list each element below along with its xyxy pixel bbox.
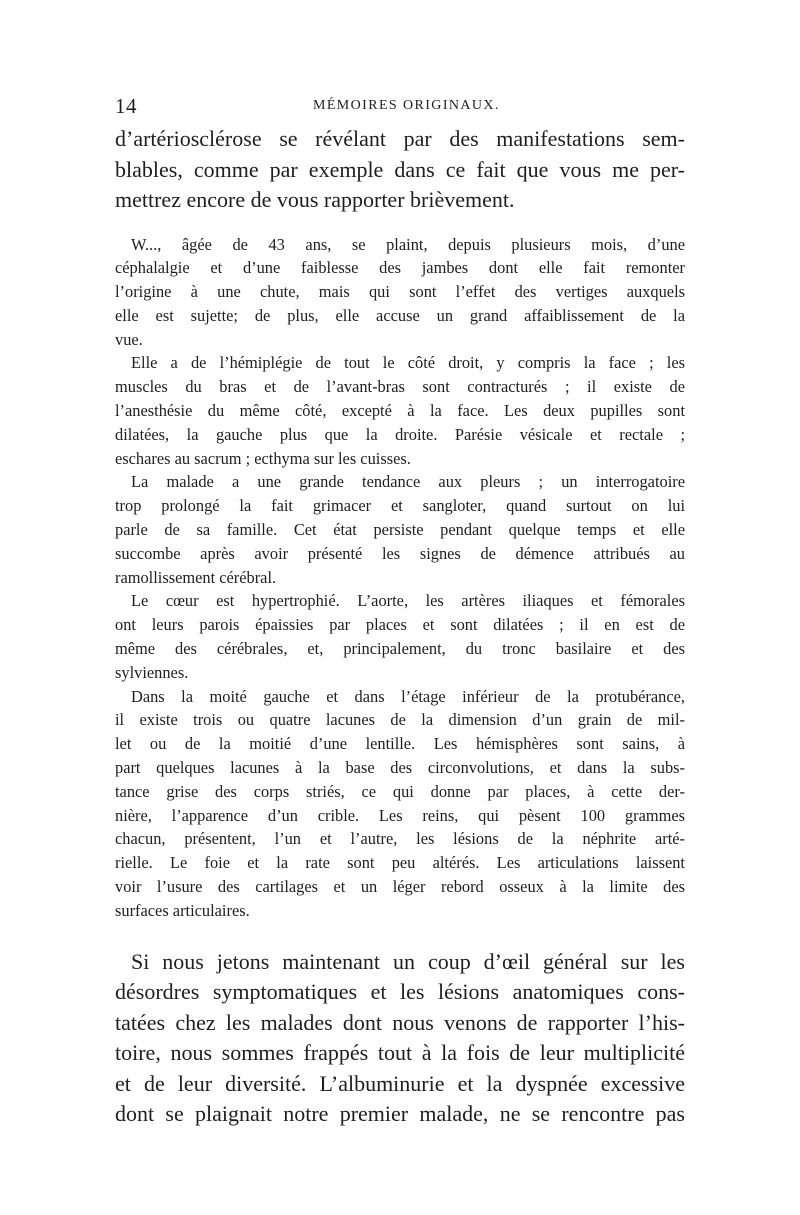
text-line: nière, l’apparence d’un crible. Les reins, qui pèsent 100 grammes	[115, 805, 685, 825]
intro-paragraph	[115, 124, 685, 216]
text-line: tance grise des corps striés, ce qui donne par places, à cette der-	[115, 781, 685, 801]
case-report	[115, 233, 685, 923]
text-line: La malade a une grande tendance aux pleurs ; un interrogatoire	[131, 472, 685, 492]
text-line: trop prolongé la fait grimacer et sangloter, quand surtout on lui	[115, 496, 685, 516]
text-line: voir l’usure des cartilages et un léger rebord osseux à la limite des	[115, 877, 685, 897]
text-line: sylviennes.	[115, 662, 189, 682]
text-line: céphalalgie et d’une faiblesse des jambes dont elle fait remonter	[115, 258, 685, 278]
case-paragraph-5	[115, 685, 685, 923]
text-line: Le cœur est hypertrophié. L’aorte, les artères iliaques et fémorales	[131, 591, 685, 611]
text-line: mettrez encore de vous rapporter brièvement.	[115, 187, 515, 212]
page-number: 14	[115, 94, 137, 118]
book-page	[115, 92, 685, 1130]
text-line: parle de sa famille. Cet état persiste pendant quelque temps et elle	[115, 520, 685, 540]
text-line: chacun, présentent, l’un et l’autre, les lésions de la néphrite arté-	[115, 829, 685, 849]
text-line: l’anesthésie du même côté, excepté à la face. Les deux pupilles sont	[115, 401, 685, 421]
text-line: W..., âgée de 43 ans, se plaint, depuis plusieurs mois, d’une	[131, 234, 685, 254]
text-line: désordres symptomatiques et les lésions anatomiques cons-	[115, 979, 685, 1005]
text-line: rielle. Le foie et la rate sont peu altérés. Les articulations laissent	[115, 853, 685, 873]
running-title: MÉMOIRES ORIGINAUX.	[313, 98, 500, 113]
text-line: ont leurs parois épaissies par places et sont dilatées ; il en est de	[115, 615, 685, 635]
text-line: Si nous jetons maintenant un coup d’œil général sur les	[131, 948, 685, 974]
closing-paragraph	[115, 947, 685, 1130]
text-line: tatées chez les malades dont nous venons de rapporter l’his-	[115, 1009, 685, 1035]
text-line: d’artériosclérose se révélant par des manifestations sem-	[115, 126, 685, 151]
page-header	[115, 92, 685, 118]
case-paragraph-1	[115, 233, 685, 352]
text-line: vue.	[115, 329, 143, 349]
text-line: elle est sujette; de plus, elle accuse un grand affaiblissement de la	[115, 305, 685, 325]
text-line: Dans la moité gauche et dans l’étage inférieur de la protubérance,	[131, 686, 685, 706]
case-paragraph-3	[115, 470, 685, 589]
text-line: et de leur diversité. L’albuminurie et la dyspnée excessive	[115, 1070, 685, 1096]
text-line: dont se plaignait notre premier malade, ne se rencontre pas	[115, 1101, 685, 1127]
text-line: part quelques lacunes à la base des circonvolutions, et dans la subs-	[115, 758, 685, 778]
text-line: eschares au sacrum ; ecthyma sur les cuisses.	[115, 448, 411, 468]
case-paragraph-2	[115, 351, 685, 470]
text-line: surfaces articulaires.	[115, 900, 250, 920]
text-line: toire, nous sommes frappés tout à la fois de leur multiplicité	[115, 1040, 685, 1066]
text-line: muscles du bras et de l’avant-bras sont contracturés ; il existe de	[115, 377, 685, 397]
text-line: il existe trois ou quatre lacunes de la dimension d’un grain de mil-	[115, 710, 685, 730]
text-line: blables, comme par exemple dans ce fait que vous me per-	[115, 156, 685, 182]
text-line: succombe après avoir présenté les signes de démence attribués au	[115, 543, 685, 563]
text-line: ramollissement cérébral.	[115, 567, 277, 587]
text-line: let ou de la moitié d’une lentille. Les hémisphères sont sains, à	[115, 734, 685, 754]
text-line: même des cérébrales, et, principalement, du tronc basilaire et des	[115, 639, 685, 659]
case-paragraph-4	[115, 589, 685, 684]
text-line: l’origine à une chute, mais qui sont l’effet des vertiges auxquels	[115, 282, 685, 302]
text-line: Elle a de l’hémiplégie de tout le côté droit, y compris la face ; les	[131, 353, 685, 373]
text-line: dilatées, la gauche plus que la droite. Parésie vésicale et rectale ;	[115, 424, 685, 444]
